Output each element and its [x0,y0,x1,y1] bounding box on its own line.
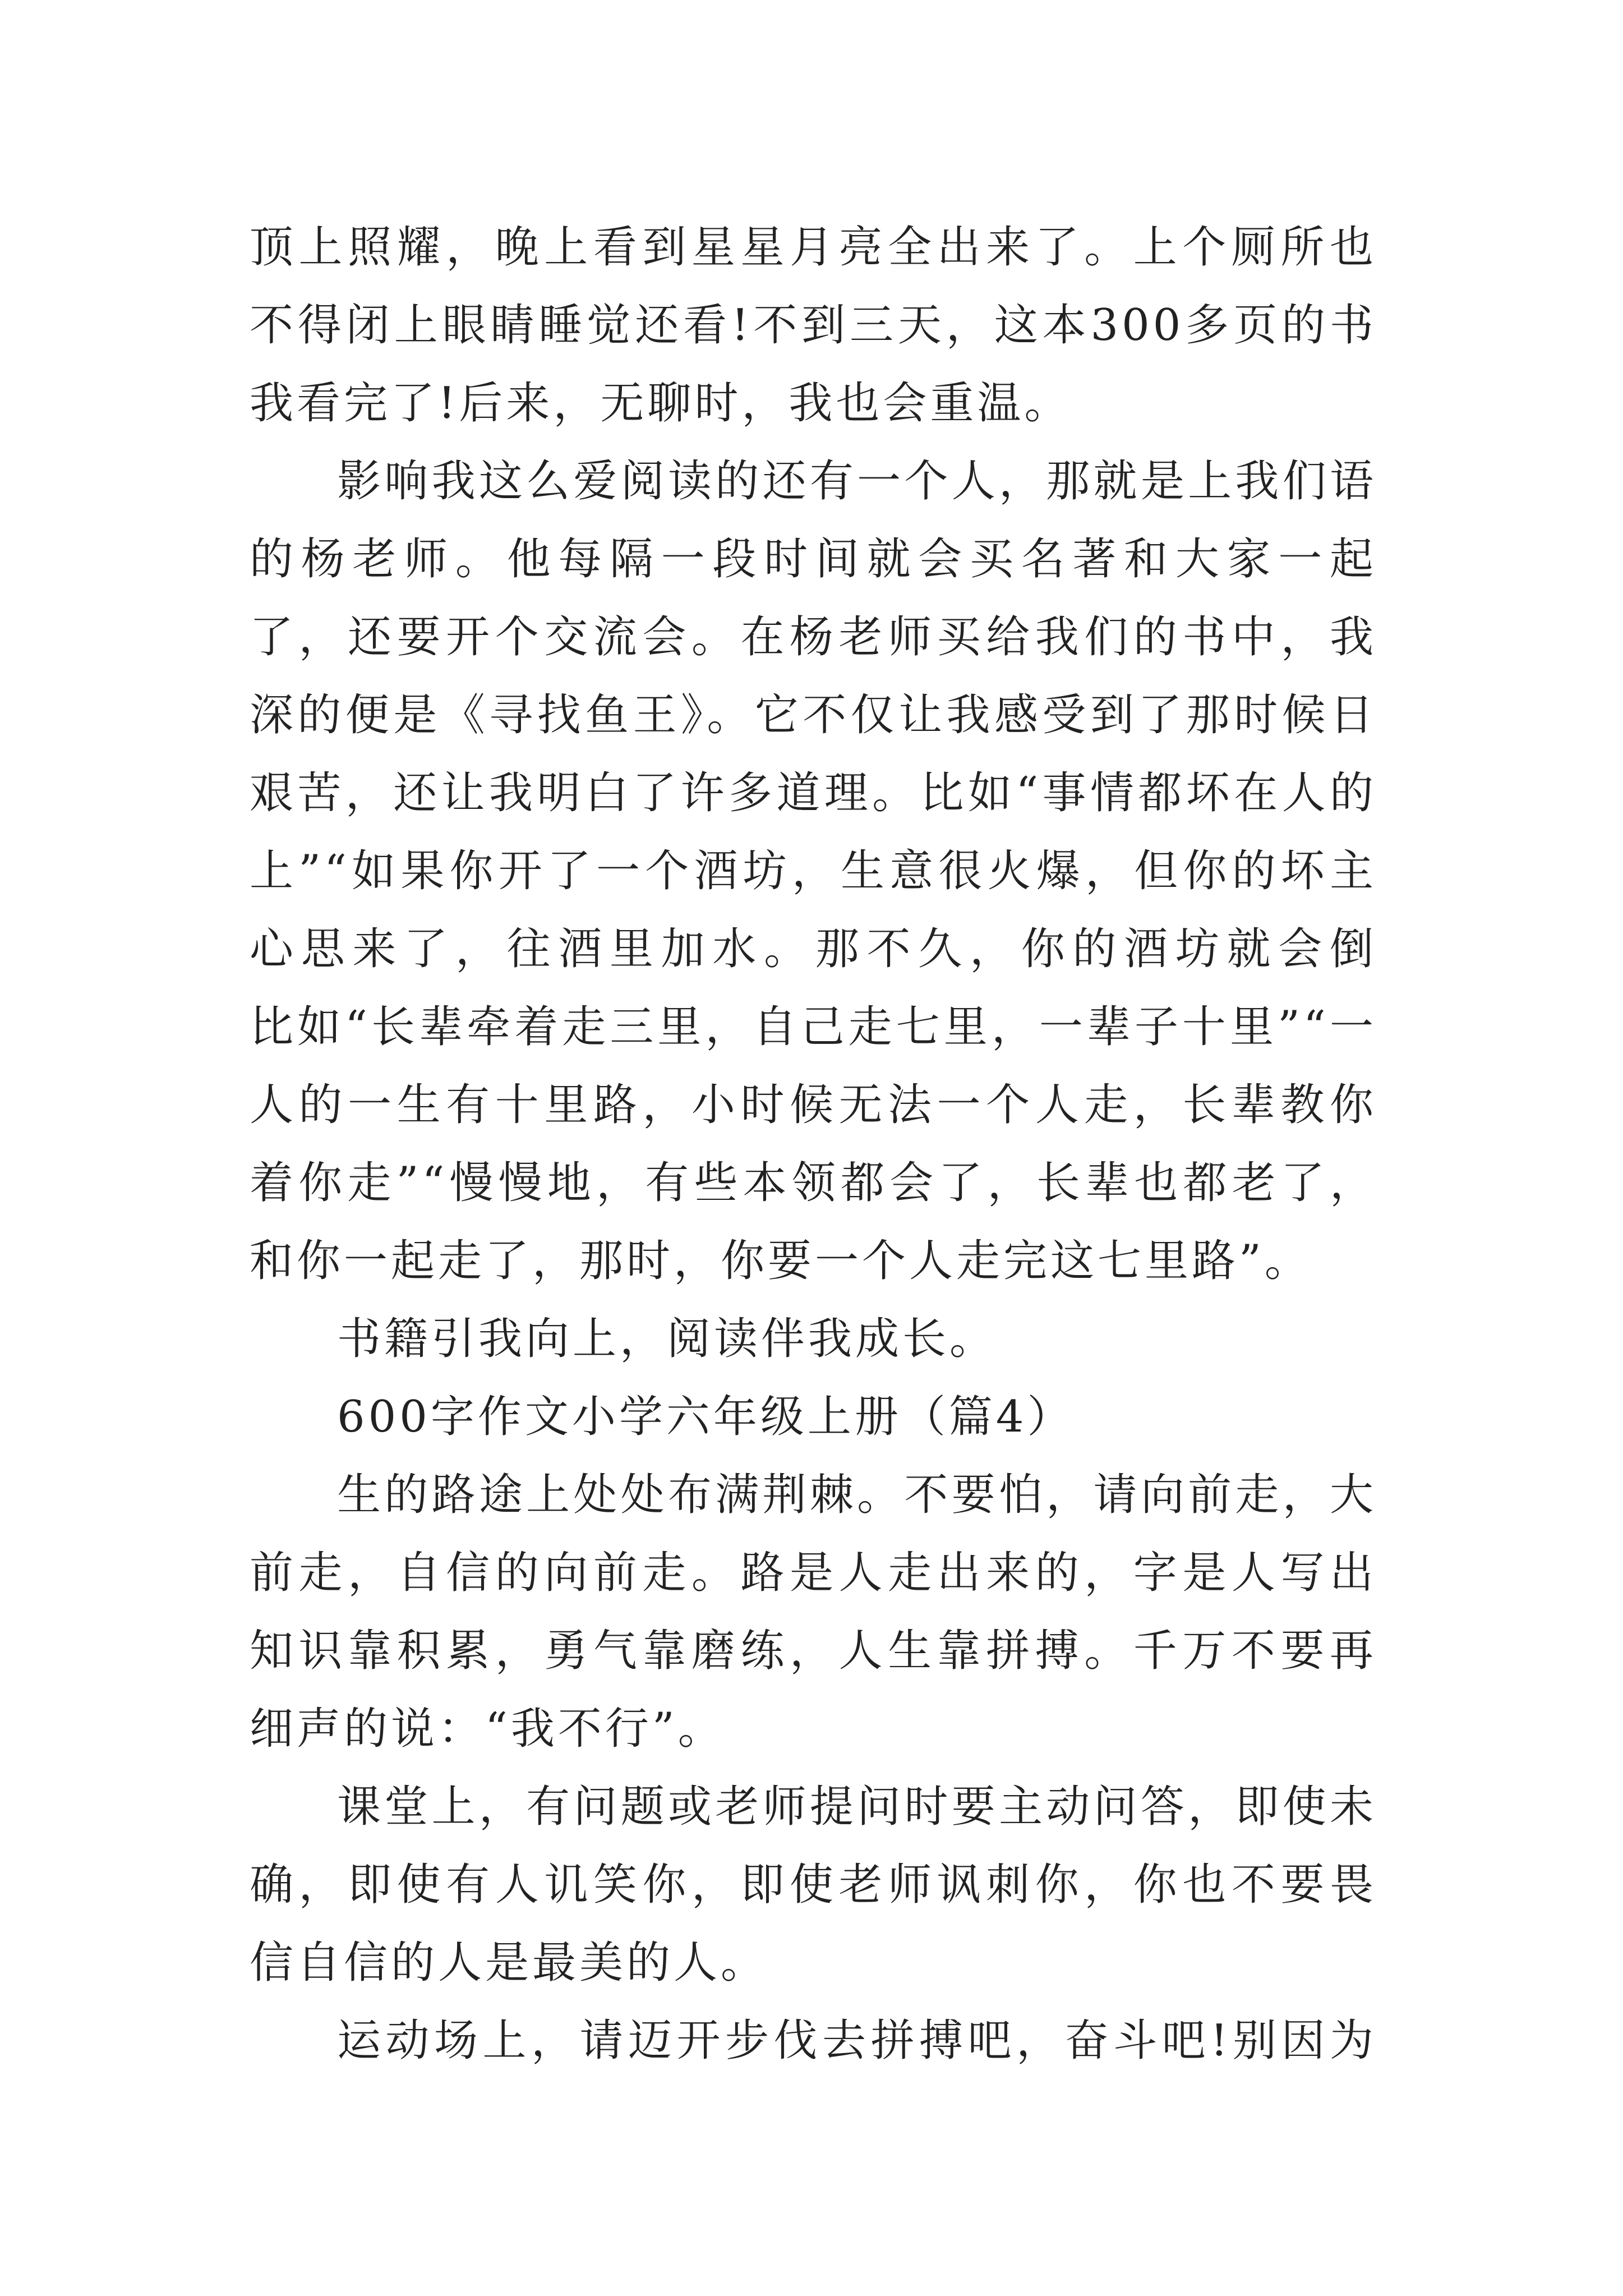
text-line: 深的便是《寻找鱼王》。它不仅让我感受到了那时候日 [250,690,1377,740]
text-line: 人的一生有十里路，小时候无法一个人走，长辈教你 [250,1080,1377,1130]
text-line: 生的路途上处处布满荆棘。不要怕，请向前走，大 [337,1470,1377,1520]
text-line: 比如“长辈牵着走三里，自己走七里，一辈子十里”“一 [250,1002,1377,1052]
text-line: 了，还要开个交流会。在杨老师买给我们的书中，我 [250,612,1377,662]
text-line: 的杨老师。他每隔一段时间就会买名著和大家一起 [250,534,1377,585]
text-line: 不得闭上眼睛睡觉还看!不到三天，这本300多页的书 [250,300,1377,351]
text-line: 课堂上，有问题或老师提问时要主动问答，即使未 [337,1782,1377,1832]
text-line: 信自信的人是最美的人。 [250,1938,768,1988]
document-body [250,209,1377,2080]
text-line: 知识靠积累，勇气靠磨练，人生靠拼搏。千万不要再 [250,1626,1377,1676]
text-line: 艰苦，还让我明白了许多道理。比如“事情都坏在人的 [250,768,1377,818]
text-line: 600字作文小学六年级上册（篇4） [337,1392,1075,1442]
text-line: 上”“如果你开了一个酒坊，生意很火爆，但你的坏主 [250,846,1377,896]
text-line: 影响我这么爱阅读的还有一个人，那就是上我们语 [337,456,1377,507]
text-line: 书籍引我向上，阅读伴我成长。 [337,1314,997,1364]
text-line: 心思来了，往酒里加水。那不久，你的酒坊就会倒 [250,924,1377,974]
text-line: 前走，自信的向前走。路是人走出来的，字是人写出 [250,1548,1377,1598]
text-line: 和你一起走了，那时，你要一个人走完这七里路”。 [250,1236,1312,1286]
text-line: 着你走”“慢慢地，有些本领都会了，长辈也都老了， [250,1158,1377,1208]
text-line: 细声的说：“我不行”。 [250,1704,725,1754]
text-line: 我看完了!后来，无聊时，我也会重温。 [250,378,1072,429]
text-line: 确，即使有人讥笑你，即使老师讽刺你，你也不要畏 [250,1860,1377,1910]
text-line: 运动场上，请迈开步伐去拼搏吧，奋斗吧!别因为 [337,2016,1377,2066]
text-line: 顶上照耀，晚上看到星星月亮全出来了。上个厕所也 [250,222,1377,273]
